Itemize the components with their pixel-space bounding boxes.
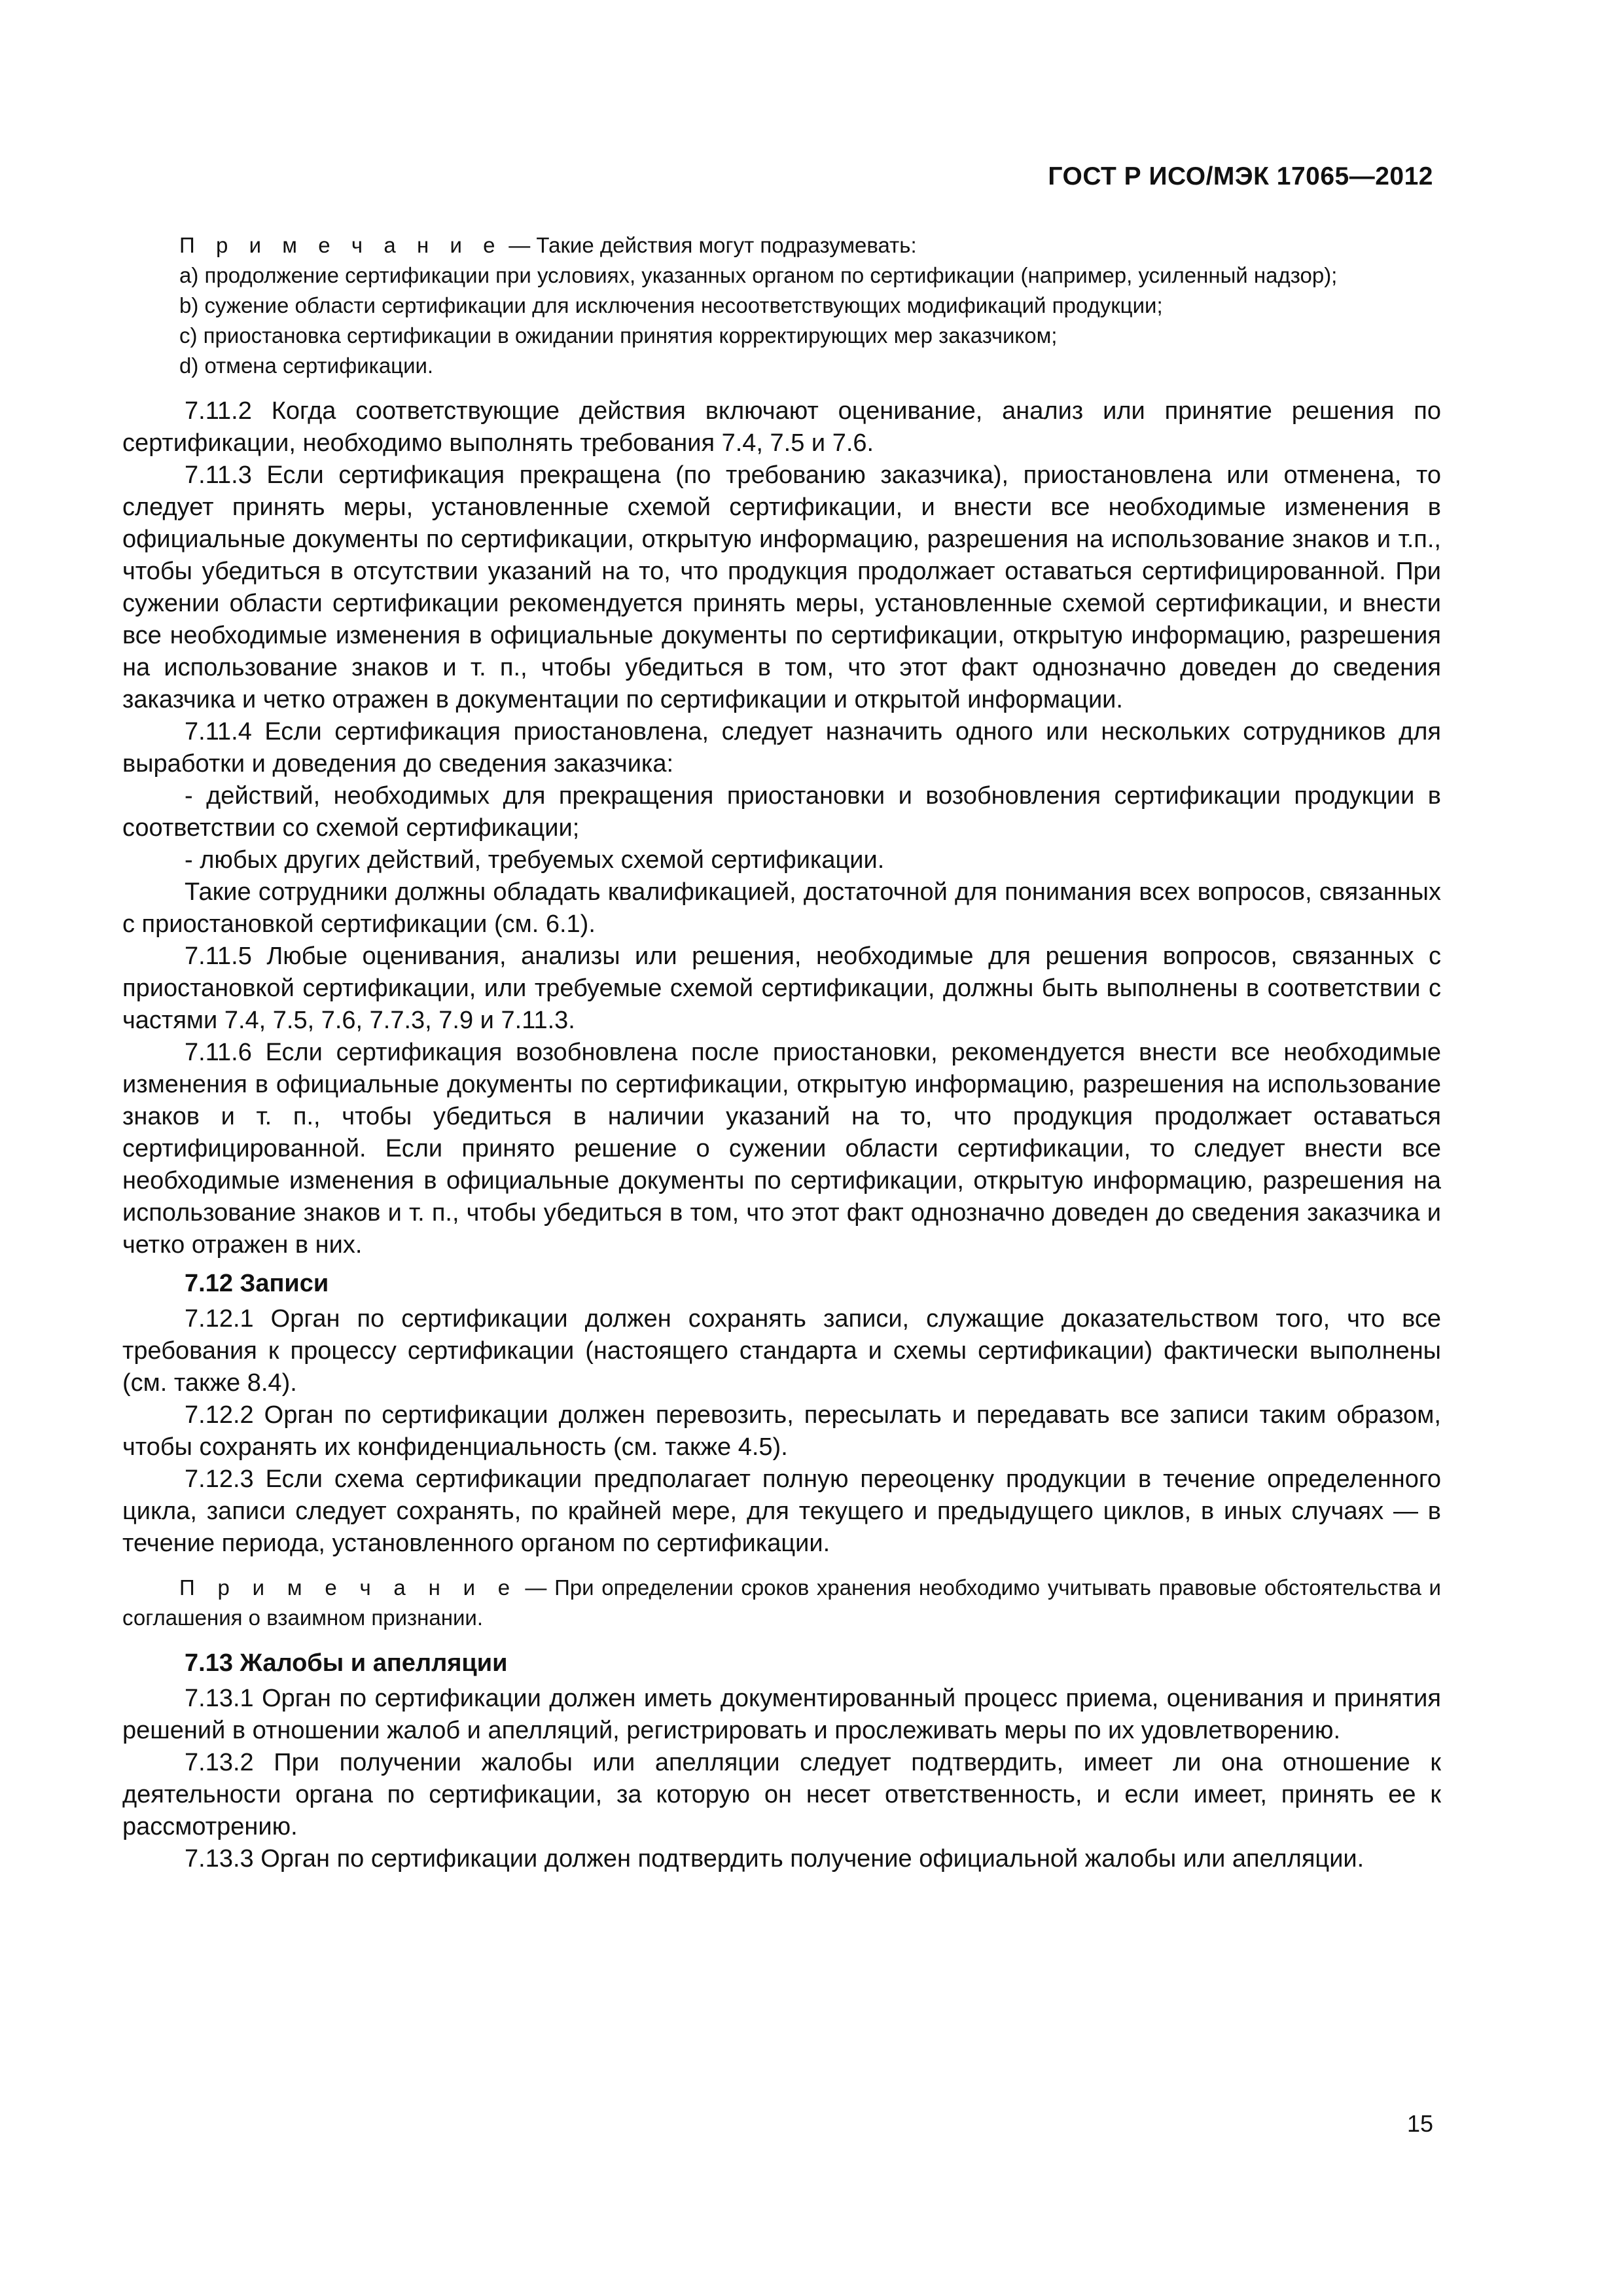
note-item-d: d) отмена сертификации.	[179, 353, 434, 378]
note-2-body: — При определении сроков хранения необходимо учитывать правовые обстоятельства и соглашения о взаимном признании.	[122, 1575, 1441, 1630]
body-text-711	[122, 395, 1441, 1261]
paragraph-7-11-3: 7.11.3 Если сертификация прекращена (по требованию заказчика), приостановлена или отменена, то следует принять меры, установленные схемой сертификации, и внести все необходимые изменения в официальные документы по сертификации, открытую информацию, разрешения на использование знаков и т.п., чтобы убедиться в отсутствии указаний на то, что продукция продолжает оставаться сертифицированной. При сужении области сертификации рекомендуется принять меры, установленные схемой сертификации, и внести все необходимые изменения в официальные документы по сертификации, открытую информацию, разрешения на использование знаков и т. п., чтобы убедиться в том, что этот факт однозначно доведен до сведения заказчика и четко отражен в документации по сертификации и открытой информации.	[122, 461, 1441, 713]
paragraph-7-12-1: 7.12.1 Орган по сертификации должен сохранять записи, служащие доказательством того, что все требования к процессу сертификации (настоящего стандарта и схемы сертификации) фактически выполнены (см. также 8.4).	[122, 1305, 1441, 1397]
note-item-a: a) продолжение сертификации при условиях, указанных органом по сертификации (например, усиленный надзор);	[179, 263, 1338, 287]
note-label: П р и м е ч а н и е	[179, 233, 503, 257]
standard-code-header: ГОСТ Р ИСО/МЭК 17065—2012	[1048, 162, 1433, 190]
body-text-712	[122, 1303, 1441, 1560]
paragraph-7-11-5: 7.11.5 Любые оценивания, анализы или решения, необходимые для решения вопросов, связанных с приостановкой сертификации, или требуемые схемой сертификации, должны быть выполнены в соответствии с частями 7.4, 7.5, 7.6, 7.7.3, 7.9 и 7.11.3.	[122, 942, 1441, 1034]
note-block-1	[122, 230, 1441, 381]
note-item-b: b) сужение области сертификации для исключения несоответствующих модификаций продукции;	[179, 293, 1163, 317]
body-text-713	[122, 1683, 1441, 1875]
note-item-c: c) приостановка сертификации в ожидании принятия корректирующих мер заказчиком;	[179, 323, 1058, 348]
paragraph-7-13-3: 7.13.3 Орган по сертификации должен подтвердить получение официальной жалобы или апелляции.	[185, 1845, 1364, 1873]
paragraph-7-13-2: 7.13.2 При получении жалобы или апелляции следует подтвердить, имеет ли она отношение к деятельности органа по сертификации, за которую он несет ответственность, и если имеет, принять ее к рассмотрению.	[122, 1749, 1441, 1840]
list-item-dash-1: - действий, необходимых для прекращения приостановки и возобновления сертификации продукции в соответствии со схемой сертификации;	[122, 782, 1441, 842]
note-intro	[122, 230, 1441, 260]
note-2-text	[122, 1573, 1441, 1633]
paragraph-7-12-2: 7.12.2 Орган по сертификации должен перевозить, пересылать и передавать все записи таким образом, чтобы сохранять их конфиденциальность (см. также 4.5).	[122, 1401, 1441, 1461]
list-item-dash-2: - любых других действий, требуемых схемой сертификации.	[185, 846, 885, 874]
note-intro-text: — Такие действия могут подразумевать:	[503, 233, 917, 257]
page-content	[122, 230, 1441, 1875]
paragraph-7-13-1: 7.13.1 Орган по сертификации должен иметь документированный процесс приема, оценивания и принятия решений в отношении жалоб и апелляций, регистрировать и прослеживать меры по их удовлетворению.	[122, 1685, 1441, 1744]
paragraph-7-11-4: 7.11.4 Если сертификация приостановлена, следует назначить одного или нескольких сотрудников для выработки и доведения до сведения заказчика:	[122, 718, 1441, 778]
note-block-2	[122, 1573, 1441, 1633]
page-number: 15	[1406, 2110, 1433, 2137]
paragraph-7-11-6: 7.11.6 Если сертификация возобновлена после приостановки, рекомендуется внести все необходимые изменения в официальные документы по сертификации, открытую информацию, разрешения на использование знаков и т. п., чтобы убедиться в наличии указаний на то, что продукция продолжает оставаться сертифицированной. Если принято решение о сужении области сертификации, то следует внести все необходимые изменения в официальные документы по сертификации, открытую информацию, разрешения на использование знаков и т. п., чтобы убедиться в том, что этот факт однозначно доведен до сведения заказчика и четко отражен в них.	[122, 1039, 1441, 1259]
section-heading-7-12: 7.12 Записи	[185, 1270, 329, 1297]
paragraph-qualification: Такие сотрудники должны обладать квалификацией, достаточной для понимания всех вопросов, связанных с приостановкой сертификации (см. 6.1).	[122, 878, 1441, 938]
paragraph-7-11-2: 7.11.2 Когда соответствующие действия включают оценивание, анализ или принятие решения по сертификации, необходимо выполнять требования 7.4, 7.5 и 7.6.	[122, 397, 1441, 457]
note-2-label: П р и м е ч а н и е	[179, 1575, 518, 1600]
section-heading-7-13: 7.13 Жалобы и апелляции	[185, 1649, 508, 1677]
paragraph-7-12-3: 7.12.3 Если схема сертификации предполагает полную переоценку продукции в течение определенного цикла, записи следует сохранять, по крайней мере, для текущего и предыдущего циклов, в иных случаях — в течение периода, установленного органом по сертификации.	[122, 1465, 1441, 1557]
